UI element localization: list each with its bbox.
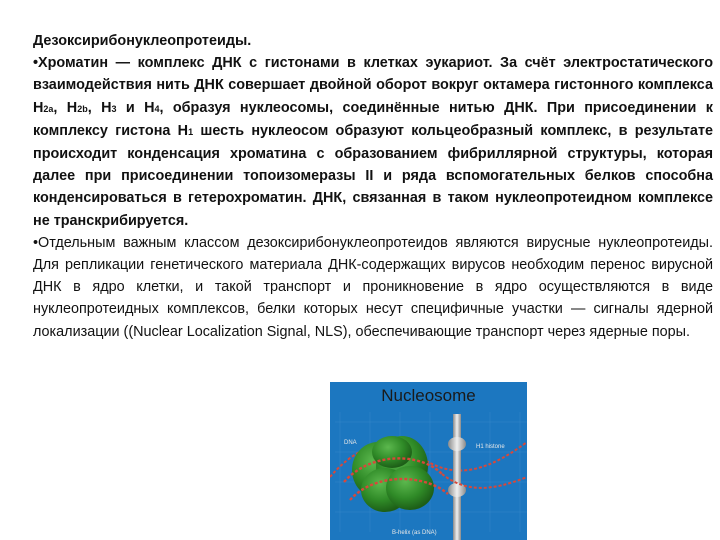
subscript-4: 4: [154, 103, 160, 114]
subscript-1: 1: [188, 126, 194, 137]
nucleosome-figure: [330, 382, 527, 540]
figure-title: Nucleosome: [381, 386, 476, 405]
subscript-2a: 2a: [43, 103, 54, 114]
chromatin-text-2: , H: [53, 99, 78, 116]
dna-label: DNA: [344, 440, 357, 446]
h1-histone-label: H1 histone: [476, 444, 505, 450]
chromatin-text-3: , H: [87, 99, 112, 116]
bullet: •: [33, 234, 39, 251]
heading: Дезоксирибонуклеопротеиды.: [33, 33, 252, 49]
chromatin-text-1: Хроматин — комплекс ДНК с гистонами в клетках эукариот. За счёт электростатического взаимодействия нить ДНК совершает двойной оборот вокруг октамера гистонного комплекса H: [33, 55, 713, 116]
chromatin-text-6: шесть нуклеосом образуют кольцеобразный комплекс, в результате происходит конденсация хроматина с образованием фибриллярной структуры, которая далее при присоединении топоизомеразы II и ряда вспомогательных белков способна конденсироваться в гетерохроматин. ДНК, связанная в таком нуклеопротеидном комплексе не транскрибируется.: [33, 122, 713, 229]
bullet: •: [33, 55, 39, 72]
subscript-2b: 2b: [77, 103, 88, 114]
chromatin-text-4: и H: [116, 99, 155, 116]
subscript-3: 3: [111, 103, 117, 114]
histone-octamer: [352, 436, 434, 512]
viral-text: Отдельным важным классом дезоксирибонуклеопротеидов являются вирусные нуклеопротеиды. Для репликации генетического материала ДНК-содержащих вирусов необходим перенос вирусной ДНК в ядро клетки, и такой транспорт и проникновение в ядро осуществляются в виде нуклеопротеидных комплексов, белки которых несут специфичные участки — сигналы ядерной локализации ((Nuclear Localization Signal, NLS), обеспечивающие транспорт через ядерные поры.: [33, 234, 713, 340]
viral-paragraph: [33, 232, 713, 343]
chromatin-paragraph: [33, 52, 713, 232]
text-block: [33, 30, 713, 343]
h1-linker-rod: [448, 414, 466, 540]
bottom-label: B-helix (as DNA): [392, 530, 437, 536]
chromatin-text-5: , образуя нуклеосомы, соединённые нитью ДНК. При присоединении к комплексу гистона H: [33, 99, 713, 139]
